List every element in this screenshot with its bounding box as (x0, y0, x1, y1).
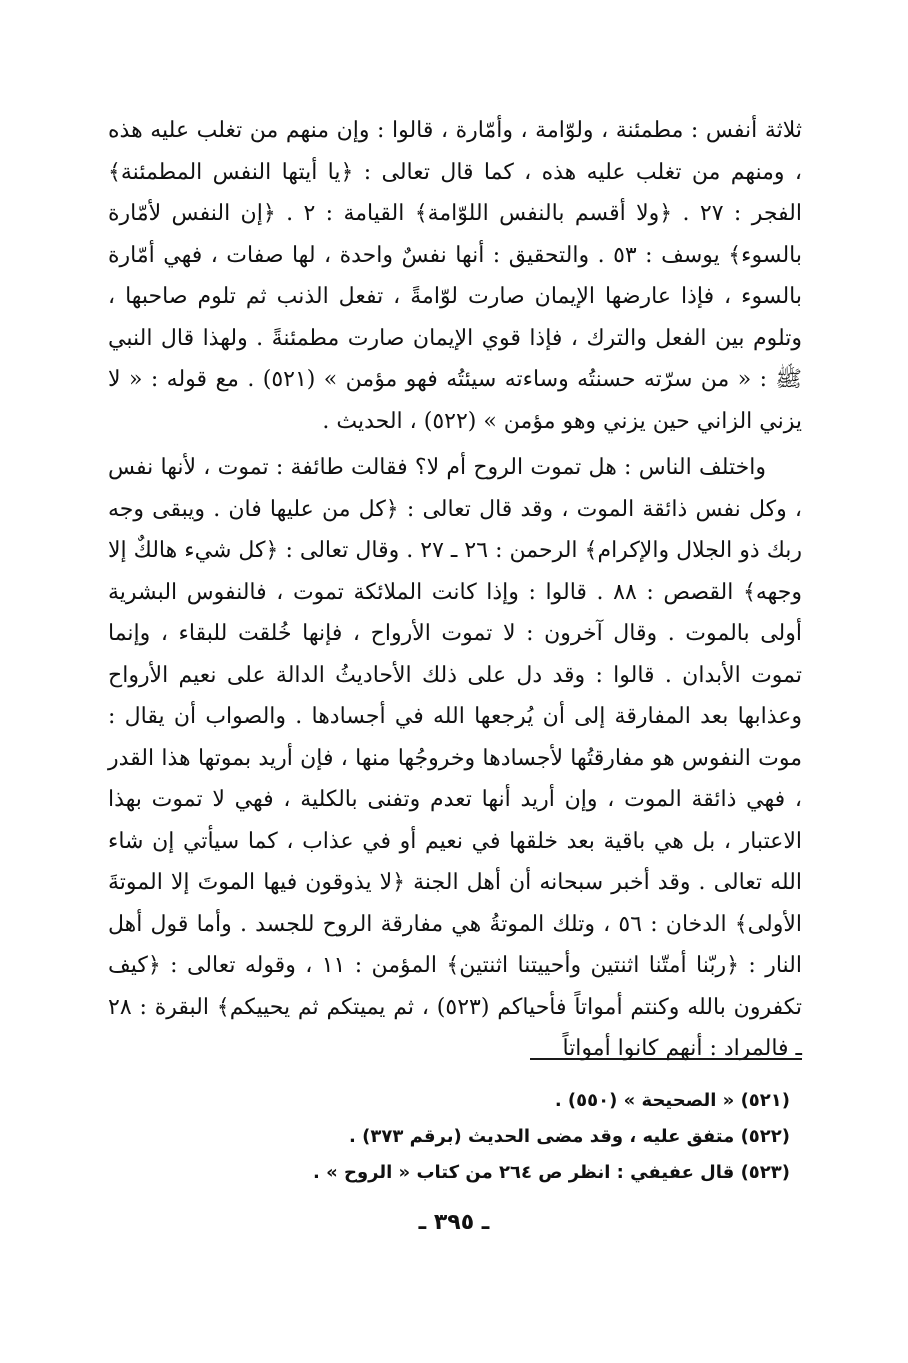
footnote-523: (٥٢٣) قال عفيفي : انظر ص ٢٦٤ من كتاب « الروح » . (313, 1162, 790, 1183)
footnote-522: (٥٢٢) متفق عليه ، وقد مضى الحديث (برقم ٣٧٣) . (349, 1126, 790, 1147)
paragraph-text: واختلف الناس : هل تموت الروح أم لا؟ فقالت طائفة : تموت ، لأنها نفس ، وكل نفس ذائقة الموت ، وقد قال تعالى : ﴿كل من عليها فان . ويبقى وجه ربك ذو الجلال والإكرام﴾ الرحمن : ٢٦ ـ ٢٧ . وقال تعالى : ﴿كل شيء هالكٌ إلا وجهه﴾ القصص : ٨٨ . قالوا : وإذا كانت الملائكة تموت ، فالنفوس البشرية أولى بالموت . وقال آخرون : لا تموت الأرواح ، فإنها خُلقت للبقاء ، وإنما تموت الأبدان . قالوا : وقد دل على ذلك الأحاديثُ الدالة على نعيم الأرواح وعذابها بعد المفارقة إلى أن يُرجعها الله في أجسادها . والصواب أن يقال : موت النفوس هو مفارقتُها لأجسادها وخروجُها منها ، فإن أريد بموتها هذا القدر ، فهي ذائقة الموت ، وإن أريد أنها تعدم وتفنى بالكلية ، فهي لا تموت بهذا الاعتبار ، بل هي باقية بعد خلقها في نعيم أو في عذاب ، كما سيأتي إن شاء الله تعالى . وقد أخبر سبحانه أن أهل الجنة ﴿لا يذوقون فيها الموتَ إلا الموتةَ الأولى﴾ الدخان : ٥٦ ، وتلك الموتةُ هي مفارقة الروح للجسد . وأما قول أهل النار : ﴿ربّنا أمتّنا اثنتين وأحييتنا اثنتين﴾ المؤمن : ١١ ، وقوله تعالى : ﴿كيف تكفرون بالله وكنتم أمواتاً فأحياكم (٥٢٣) ، ثم يميتكم ثم يحييكم﴾ البقرة : ٢٨ ـ فالمراد : أنهم كانوا أمواتاً (108, 455, 802, 1061)
body-paragraph-1 (108, 110, 802, 442)
page-number: ـ ٣٩٥ ـ (418, 1210, 490, 1235)
footnotes (120, 1083, 790, 1191)
footnote-separator (530, 1058, 802, 1060)
body-paragraph-2 (108, 447, 802, 1070)
paragraph-text: ثلاثة أنفس : مطمئنة ، ولوّامة ، وأمّارة ، قالوا : وإن منهم من تغلب عليه هذه ، ومنهم من تغلب عليه هذه ، كما قال تعالى : ﴿يا أيتها النفس المطمئنة﴾ الفجر : ٢٧ . ﴿ولا أقسم بالنفس اللوّامة﴾ القيامة : ٢ . ﴿إن النفس لأمّارة بالسوء﴾ يوسف : ٥٣ . والتحقيق : أنها نفسٌ واحدة ، لها صفات ، فهي أمّارة بالسوء ، فإذا عارضها الإيمان صارت لوّامةً ، تفعل الذنب ثم تلوم صاحبها ، وتلوم بين الفعل والترك ، فإذا قوي الإيمان صارت مطمئنةً . ولهذا قال النبي ﷺ : « من سرّته حسنتُه وساءته سيئتُه فهو مؤمن » (٥٢١) . مع قوله : « لا يزني الزاني حين يزني وهو مؤمن » (٥٢٢) ، الحديث . (108, 118, 803, 434)
footnote-521: (٥٢١) « الصحيحة » (٥٥٠) . (554, 1090, 790, 1111)
